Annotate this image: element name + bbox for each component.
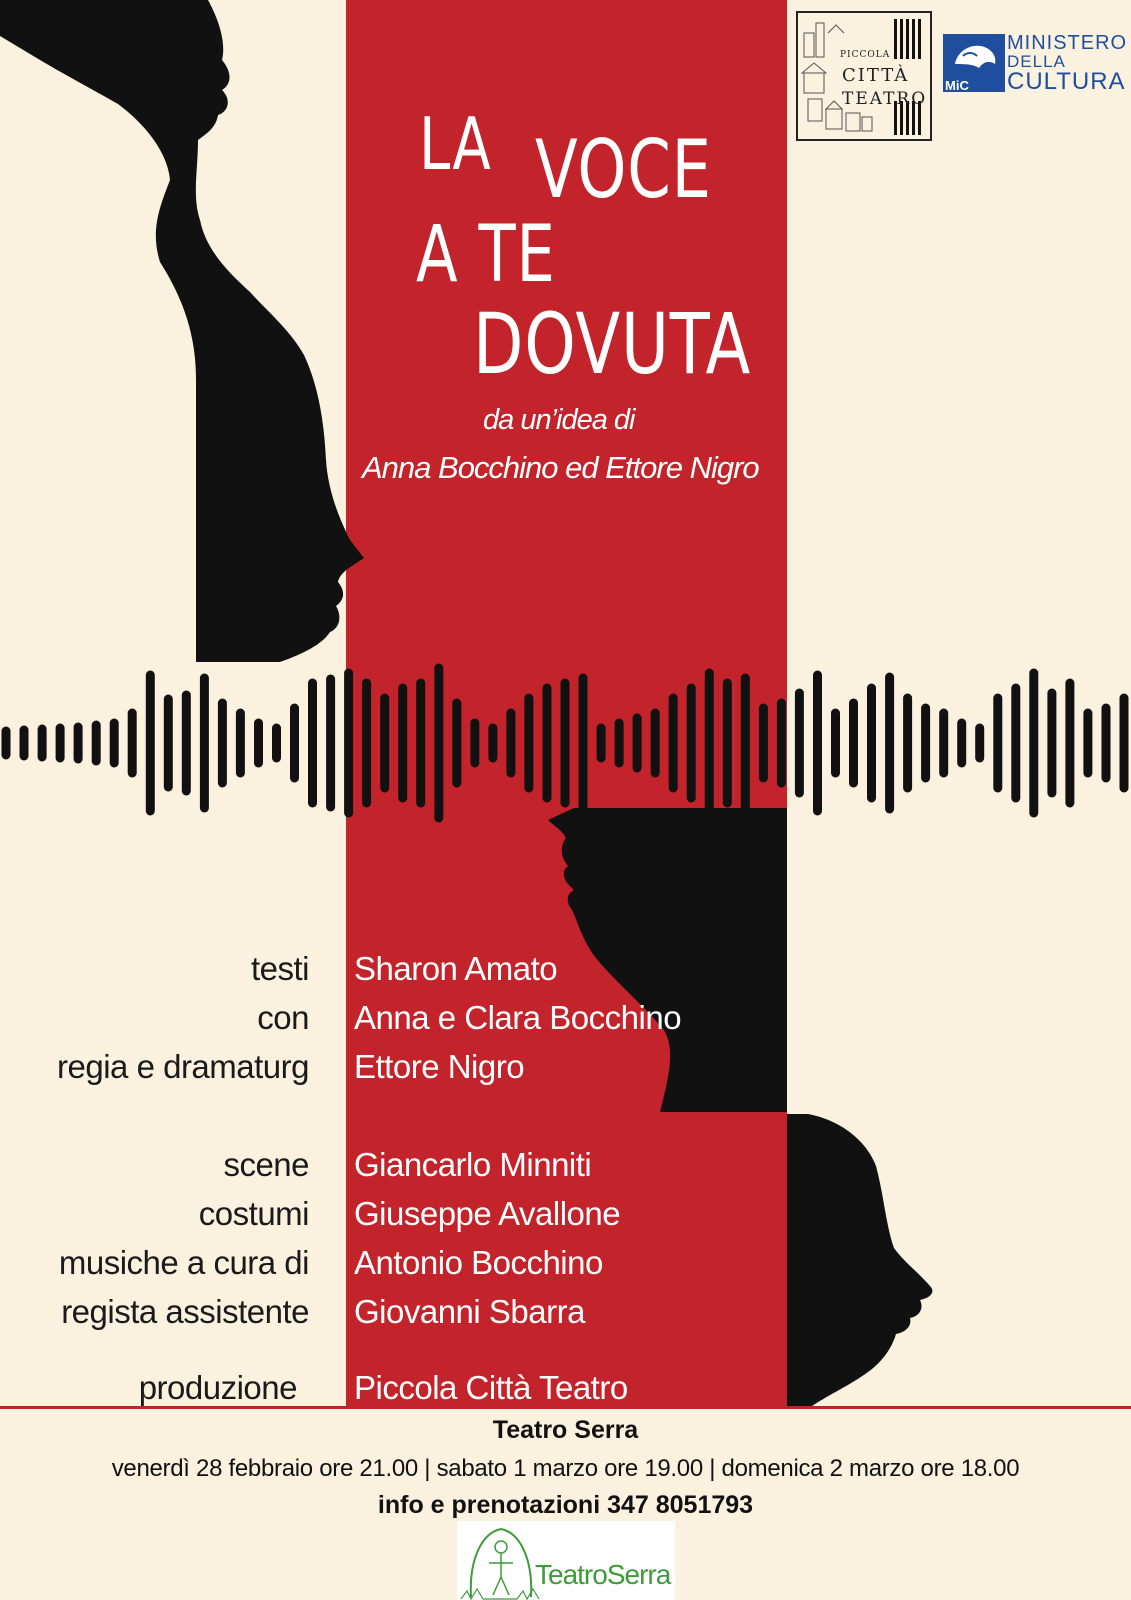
- venue-name: Teatro Serra: [492, 1416, 639, 1444]
- credit-role-scene: scene: [223, 1146, 309, 1183]
- teatro-serra-wordmark: TeatroSerra: [535, 1559, 671, 1590]
- title-line-la: LA: [419, 102, 492, 186]
- credit-name-produzione: Piccola Città Teatro: [354, 1369, 628, 1406]
- logo-pct-line2: TEATRO: [842, 89, 928, 109]
- teatro-serra-logo: [457, 1521, 675, 1600]
- credit-name-costumi: Giuseppe Avallone: [354, 1195, 621, 1232]
- footer-divider: [0, 1406, 1131, 1409]
- credit-name-assistente: Giovanni Sbarra: [354, 1293, 585, 1330]
- idea-intro: da un’idea di: [483, 404, 635, 436]
- title-line-voce: VOCE: [535, 123, 712, 216]
- idea-authors: Anna Bocchino ed Ettore Nigro: [362, 450, 759, 485]
- credit-role-musiche: musiche a cura di: [58, 1244, 309, 1281]
- mic-line3: CULTURA: [1007, 68, 1126, 95]
- credit-role-assistente: regista assistente: [61, 1293, 309, 1330]
- logo-pct-small: PICCOLA: [840, 50, 891, 60]
- credit-role-regia: regia e dramaturg: [57, 1048, 309, 1085]
- title-line-dovuta: DOVUTA: [473, 295, 752, 393]
- show-dates: venerdì 28 febbraio ore 21.00 | sabato 1 marzo ore 19.00 | domenica 2 marzo ore 18.00: [111, 1455, 1020, 1482]
- logo-pct-line1: CITTÀ: [842, 65, 910, 86]
- mic-badge-label: MiC: [945, 78, 969, 93]
- credit-role-produzione: produzione: [138, 1369, 297, 1406]
- credit-role-costumi: costumi: [198, 1195, 309, 1232]
- credit-role-con: con: [257, 999, 309, 1036]
- mic-line1: MINISTERO: [1007, 32, 1128, 54]
- title-line-a-te: A TE: [416, 210, 556, 300]
- booking-info: info e prenotazioni 347 8051793: [377, 1491, 754, 1519]
- credit-name-con: Anna e Clara Bocchino: [354, 999, 682, 1036]
- credit-name-regia: Ettore Nigro: [354, 1048, 525, 1085]
- mic-line2: DELLA: [1007, 52, 1066, 71]
- credit-name-musiche: Antonio Bocchino: [354, 1244, 603, 1281]
- credit-role-testi: testi: [250, 950, 309, 987]
- credit-name-testi: Sharon Amato: [354, 950, 558, 987]
- credit-name-scene: Giancarlo Minniti: [354, 1146, 592, 1183]
